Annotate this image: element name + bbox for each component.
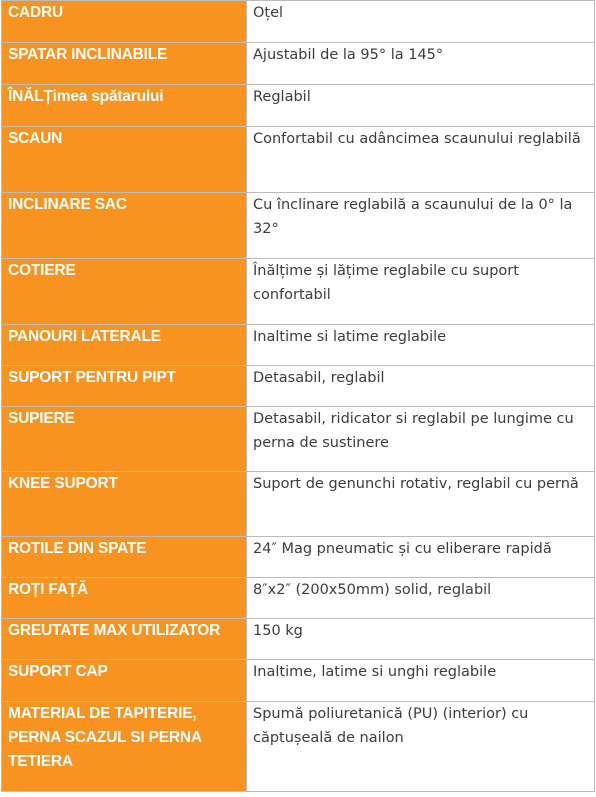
row-value: Cu înclinare reglabilă a scaunului de la 0° la 32° xyxy=(247,193,595,259)
row-value: Ajustabil de la 95° la 145° xyxy=(247,43,595,85)
row-value: Spumă poliuretanică (PU) (interior) cu căptușeală de nailon xyxy=(247,702,595,792)
table-row xyxy=(2,259,595,325)
row-value: 8″x2″ (200x50mm) solid, reglabil xyxy=(247,578,595,619)
row-label: GREUTATE MAX UTILIZATOR xyxy=(2,619,247,660)
table-row xyxy=(2,619,595,660)
row-value: Oțel xyxy=(247,1,595,43)
table-row xyxy=(2,1,595,43)
row-label: ÎNĂLȚimea spătarului xyxy=(2,85,247,127)
row-value: 24″ Mag pneumatic și cu eliberare rapidă xyxy=(247,537,595,578)
row-value: Suport de genunchi rotativ, reglabil cu pernă xyxy=(247,472,595,537)
row-label: SUPORT CAP xyxy=(2,660,247,702)
table-row xyxy=(2,472,595,537)
table-row xyxy=(2,193,595,259)
row-value: Detasabil, reglabil xyxy=(247,366,595,407)
table-row xyxy=(2,578,595,619)
table-row xyxy=(2,85,595,127)
row-value: Inaltime si latime reglabile xyxy=(247,325,595,366)
table-row xyxy=(2,660,595,702)
row-label: CADRU xyxy=(2,1,247,43)
row-label: COTIERE xyxy=(2,259,247,325)
row-label: ROTILE DIN SPATE xyxy=(2,537,247,578)
row-value: 150 kg xyxy=(247,619,595,660)
row-label: SPATAR INCLINABILE xyxy=(2,43,247,85)
row-value: Detasabil, ridicator si reglabil pe lungime cu perna de sustinere xyxy=(247,407,595,472)
row-value: Confortabil cu adâncimea scaunului reglabilă xyxy=(247,127,595,193)
row-label: ROȚI FAȚĂ xyxy=(2,578,247,619)
table-row xyxy=(2,127,595,193)
row-label: KNEE SUPORT xyxy=(2,472,247,537)
spec-table xyxy=(1,0,595,792)
row-value: Înălțime și lățime reglabile cu suport confortabil xyxy=(247,259,595,325)
table-row xyxy=(2,366,595,407)
row-label: MATERIAL DE TAPITERIE, PERNA SCAZUL SI PERNA TETIERA xyxy=(2,702,247,792)
table-row xyxy=(2,537,595,578)
table-row xyxy=(2,43,595,85)
row-label: SUPIERE xyxy=(2,407,247,472)
row-value: Inaltime, latime si unghi reglabile xyxy=(247,660,595,702)
row-label: SCAUN xyxy=(2,127,247,193)
table-row xyxy=(2,407,595,472)
row-label: INCLINARE SAC xyxy=(2,193,247,259)
row-label: PANOURI LATERALE xyxy=(2,325,247,366)
row-value: Reglabil xyxy=(247,85,595,127)
table-row xyxy=(2,702,595,792)
table-row xyxy=(2,325,595,366)
row-label: SUPORT PENTRU PIPT xyxy=(2,366,247,407)
